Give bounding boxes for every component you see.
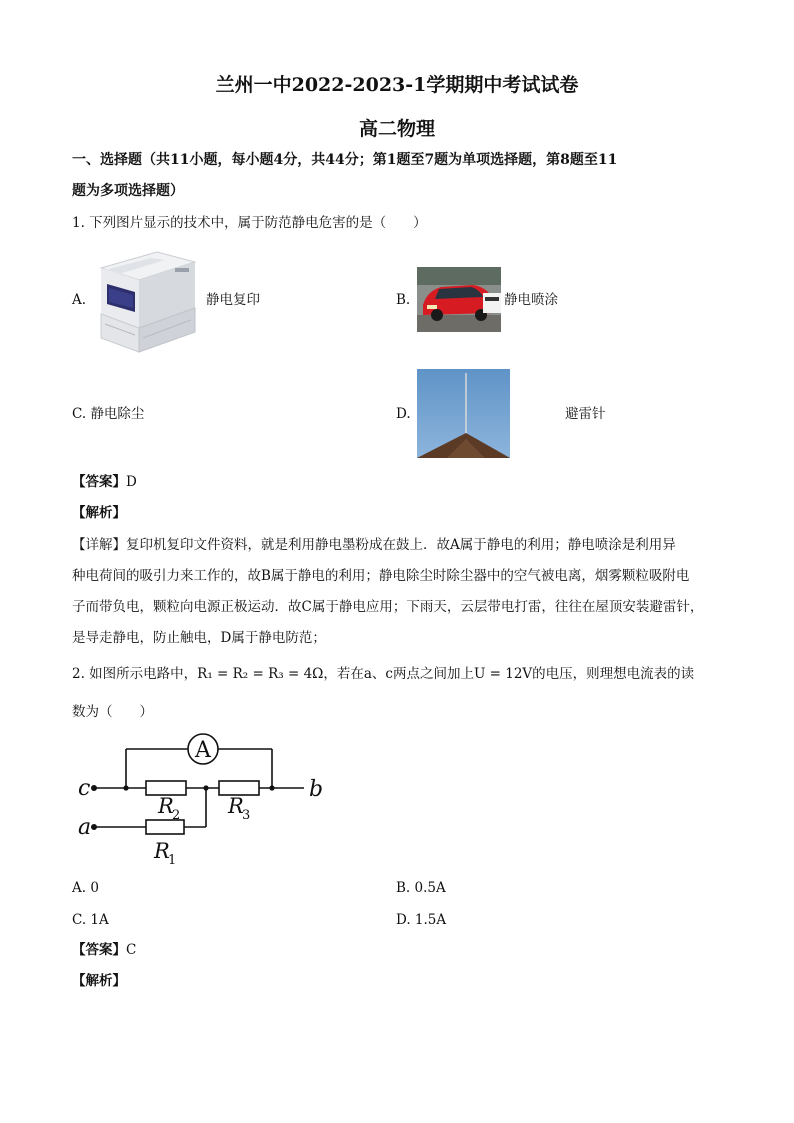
q1-detail-line-3: 子而带负电，颗粒向电源正极运动．故C属于静电应用；下雨天，云层带电打雷，往往在屋顶安装避雷针， (72, 599, 704, 615)
page-subtitle: 高二物理 (358, 118, 435, 140)
resistor-r3 (219, 781, 259, 795)
q2-analysis-tag: 【解析】 (72, 973, 126, 989)
r3-label: R (228, 794, 244, 818)
q1-option-a-label: 静电复印 (206, 292, 260, 308)
q1-option-b-label: 静电喷涂 (504, 292, 558, 308)
node-a-label: a (78, 815, 92, 840)
q2-option-c: C. 1A (72, 912, 109, 928)
r2-subscript: 2 (172, 808, 181, 823)
resistor-r2 (146, 781, 186, 795)
q1-detail (72, 530, 722, 654)
page-title: 兰州一中2022-2023-1学期期中考试试卷 (215, 74, 579, 96)
q1-option-b-letter: B. (396, 292, 411, 308)
q1-answer (72, 472, 137, 492)
q1-analysis-tag: 【解析】 (72, 505, 126, 521)
q2-answer-value: C (126, 942, 137, 958)
terminal-a-dot (91, 824, 97, 830)
q2-option-d: D. 1.5A (396, 912, 447, 928)
q1-detail-line-2: 种电荷间的吸引力来工作的，故B属于静电的利用；静电除尘时除尘器中的空气被电离，烟雾颗粒吸附电 (72, 568, 690, 584)
car-spray-image (417, 267, 501, 332)
q2-stem-line-2: 数为（ ） (72, 704, 153, 720)
q2-answer-tag: 【答案】 (72, 942, 126, 958)
q1-option-c (72, 404, 144, 424)
node-b-label: b (309, 777, 324, 802)
q1-answer-tag: 【答案】 (72, 474, 126, 490)
section-heading (72, 145, 722, 207)
q2-option-a: A. 0 (72, 880, 99, 896)
node-c-label: c (78, 776, 91, 801)
lightning-rod-image (417, 369, 510, 458)
q2-answer (72, 940, 136, 960)
q1-option-d-letter: D. (396, 406, 411, 422)
q2-stem-line-1: 2. 如图所示电路中，R₁ = R₂ = R₃ = 4Ω，若在a、c两点之间加上U = 12V的电压，则理想电流表的读 (72, 666, 695, 682)
r3-subscript: 3 (242, 808, 251, 823)
q1-option-d-label: 避雷针 (565, 406, 606, 422)
copier-image (95, 248, 199, 356)
q1-answer-value: D (126, 474, 137, 490)
q1-detail-line-4: 是导走静电，防止触电，D属于静电防范； (72, 630, 326, 646)
q1-option-c-label: 静电除尘 (90, 406, 145, 422)
q1-option-c-letter: C. (72, 406, 87, 422)
q1-option-a-letter: A. (72, 292, 87, 308)
section-heading-line-1: 一、选择题（共11小题，每小题4分，共44分；第1题至7题为单项选择题，第8题至11 (72, 152, 618, 168)
ammeter-label: A (195, 738, 211, 763)
terminal-c-dot (91, 785, 97, 791)
circuit-diagram (72, 730, 332, 870)
r2-label: R (158, 794, 174, 818)
q1-detail-line-1: 【详解】复印机复印文件资料，就是利用静电墨粉成在鼓上．故A属于静电的利用；静电喷涂是利用异 (72, 537, 676, 553)
r1-subscript: 1 (168, 853, 177, 868)
q1-stem: 1. 下列图片显示的技术中，属于防范静电危害的是（ ） (72, 215, 427, 231)
q2-option-b: B. 0.5A (396, 880, 446, 896)
r1-label: R (154, 839, 170, 863)
section-heading-line-2: 题为多项选择题） (72, 183, 184, 199)
